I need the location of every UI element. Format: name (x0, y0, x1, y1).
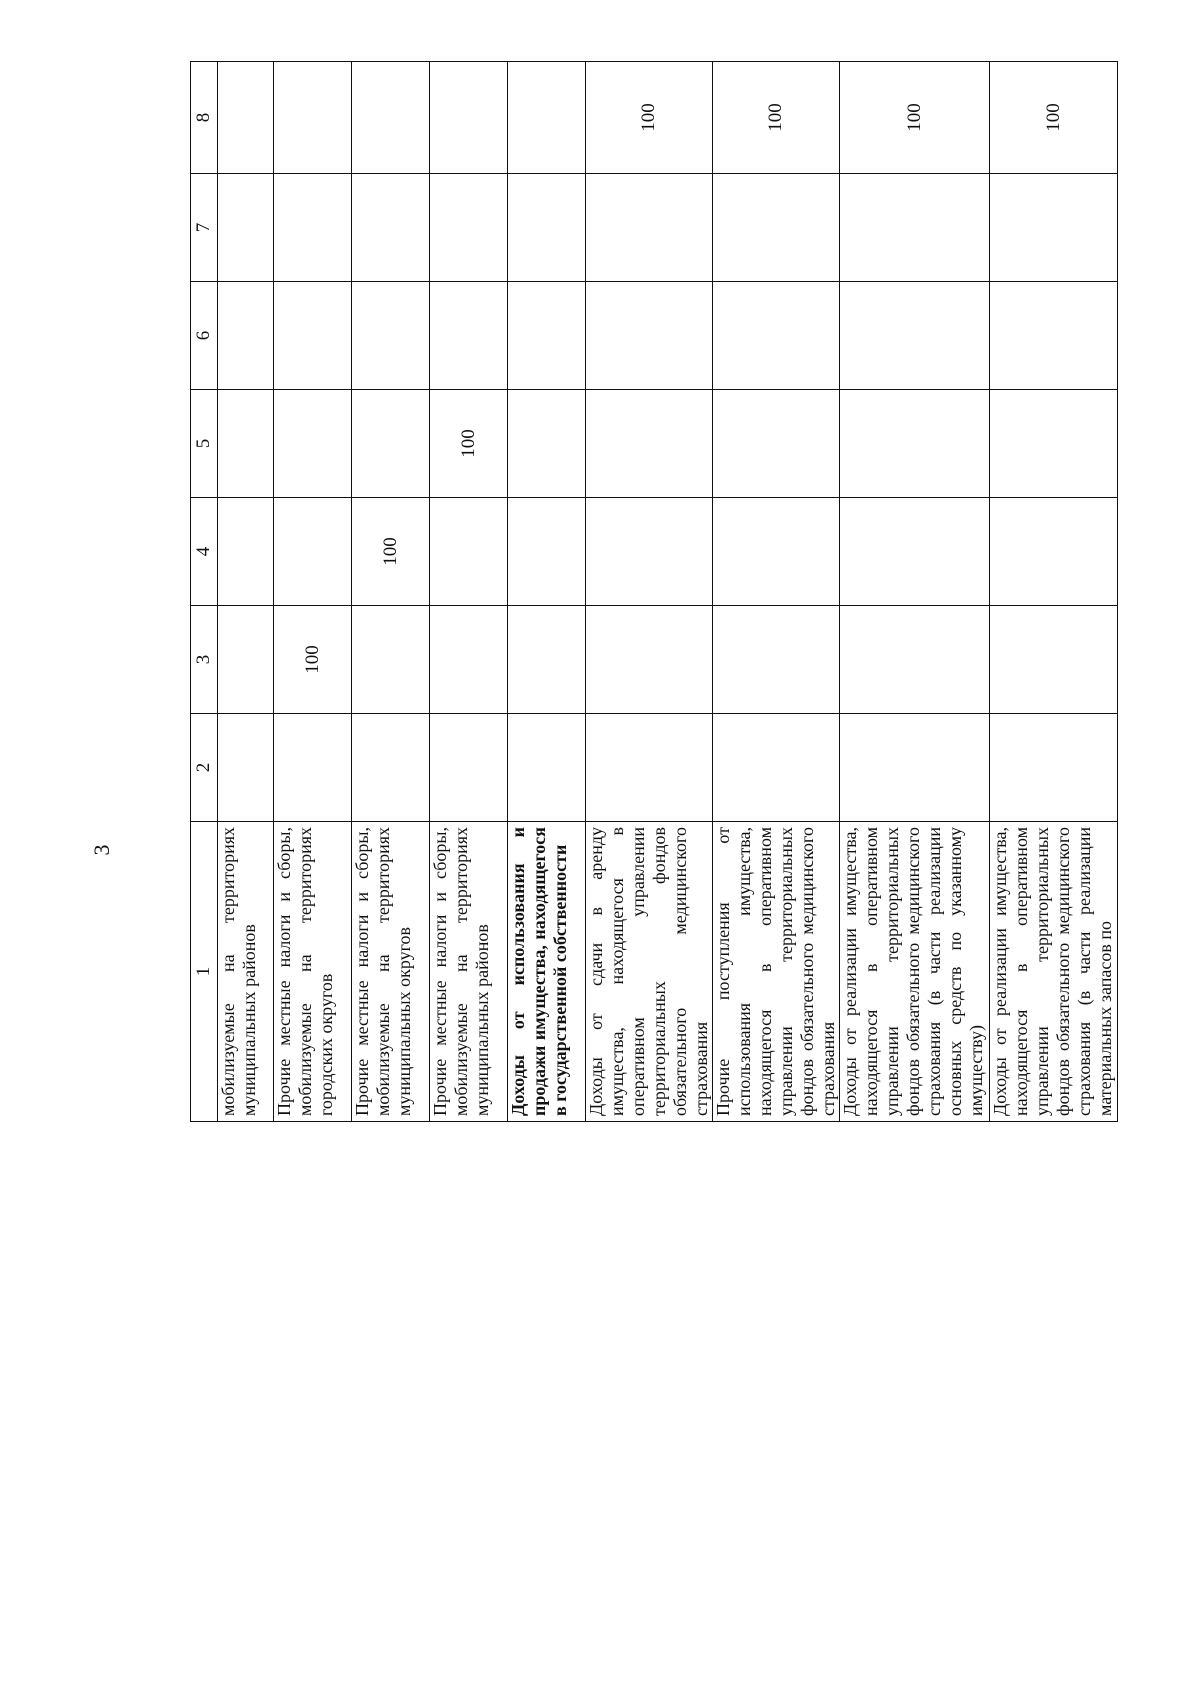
percent-cell (218, 498, 274, 606)
percent-cell: 100 (274, 606, 352, 714)
percent-cell (508, 282, 586, 390)
rotated-table-wrapper (190, 62, 1115, 1122)
percent-cell (218, 282, 274, 390)
percent-cell: 100 (713, 62, 840, 174)
percent-cell (586, 390, 713, 498)
column-header: 8 (191, 62, 218, 174)
percent-cell (430, 282, 508, 390)
percent-cell (990, 714, 1118, 822)
percent-cell (430, 606, 508, 714)
percent-cell (218, 390, 274, 498)
percent-cell (508, 714, 586, 822)
column-header: 3 (191, 606, 218, 714)
percent-cell (840, 390, 990, 498)
percent-cell (218, 714, 274, 822)
table-body (191, 62, 1118, 1122)
percent-cell (713, 390, 840, 498)
percent-cell (218, 606, 274, 714)
percent-cell: 100 (990, 62, 1118, 174)
table-row (430, 62, 508, 1122)
percent-cell: 100 (586, 62, 713, 174)
table-row (508, 62, 586, 1122)
percent-cell (430, 62, 508, 174)
percent-cell (713, 714, 840, 822)
row-description: Прочие поступления от использования имущества, находящегося в оперативном управлении территориальных фондов обязательного медицинского страхования (713, 822, 840, 1122)
row-description: Доходы от сдачи в аренду имущества, находящегося в оперативном управлении территориальных фондов обязательного медицинского страхования (586, 822, 713, 1122)
percent-cell (990, 606, 1118, 714)
percent-cell (352, 714, 430, 822)
percent-cell (274, 174, 352, 282)
percent-cell (508, 174, 586, 282)
percent-cell (508, 606, 586, 714)
column-header: 4 (191, 498, 218, 606)
percent-cell (352, 606, 430, 714)
percent-cell (508, 62, 586, 174)
table-row (218, 62, 274, 1122)
percent-cell (840, 174, 990, 282)
percent-cell (352, 390, 430, 498)
percent-cell (713, 174, 840, 282)
percent-cell (713, 282, 840, 390)
percent-cell (840, 282, 990, 390)
percent-cell (508, 390, 586, 498)
row-description: Прочие местные налоги и сборы, мобилизуемые на территориях муниципальных районов (430, 822, 508, 1122)
percent-cell (352, 282, 430, 390)
percent-cell (274, 390, 352, 498)
percent-cell (990, 282, 1118, 390)
percent-cell (430, 498, 508, 606)
table-row (713, 62, 840, 1122)
column-header: 5 (191, 390, 218, 498)
percent-cell (274, 282, 352, 390)
percent-cell (990, 174, 1118, 282)
column-header: 2 (191, 714, 218, 822)
row-description: Прочие местные налоги и сборы, мобилизуемые на территориях муниципальных округов (352, 822, 430, 1122)
percent-cell (508, 498, 586, 606)
row-description: Доходы от использования и продажи имущества, находящегося в государственной собственности (508, 822, 586, 1122)
percent-cell (586, 606, 713, 714)
percent-cell: 100 (430, 390, 508, 498)
table-row (352, 62, 430, 1122)
column-number-row (191, 62, 218, 1122)
percent-cell (218, 62, 274, 174)
row-description: мобилизуемые на территориях муниципальных районов (218, 822, 274, 1122)
row-description: Прочие местные налоги и сборы, мобилизуемые на территориях городских округов (274, 822, 352, 1122)
table-row (990, 62, 1118, 1122)
percent-cell (586, 282, 713, 390)
percent-cell (990, 498, 1118, 606)
table-row (274, 62, 352, 1122)
percent-cell (274, 498, 352, 606)
percent-cell (218, 174, 274, 282)
percent-cell (274, 62, 352, 174)
percent-cell (586, 714, 713, 822)
percent-cell: 100 (840, 62, 990, 174)
percent-cell (840, 714, 990, 822)
row-description: Доходы от реализации имущества, находящегося в оперативном управлении территориальных фондов обязательного медицинского страхования (в части реализации основных средств по указанному имуществу) (840, 822, 990, 1122)
page-number: 3 (89, 844, 114, 856)
percent-cell (990, 390, 1118, 498)
table-row (840, 62, 990, 1122)
percent-cell (352, 62, 430, 174)
percent-cell (840, 498, 990, 606)
table-row (586, 62, 713, 1122)
percent-cell (840, 606, 990, 714)
percent-cell (352, 174, 430, 282)
row-description: Доходы от реализации имущества, находящегося в оперативном управлении территориальных фондов обязательного медицинского страхования (в части реализации материальных запасов по (990, 822, 1118, 1122)
percent-cell (430, 714, 508, 822)
column-header: 6 (191, 282, 218, 390)
column-header: 1 (191, 822, 218, 1122)
percent-cell (586, 174, 713, 282)
percent-cell (586, 498, 713, 606)
revenue-distribution-table (190, 61, 1118, 1122)
percent-cell (430, 174, 508, 282)
percent-cell (274, 714, 352, 822)
column-header: 7 (191, 174, 218, 282)
percent-cell: 100 (352, 498, 430, 606)
percent-cell (713, 498, 840, 606)
percent-cell (713, 606, 840, 714)
